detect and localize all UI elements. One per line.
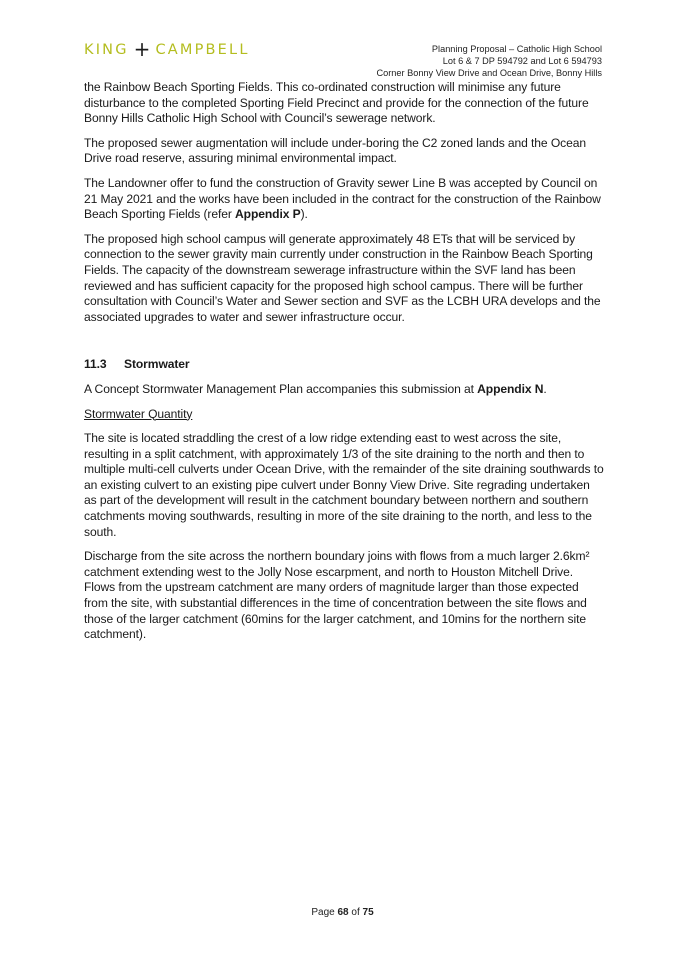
header-line-lots: Lot 6 & 7 DP 594792 and Lot 6 594793 bbox=[442, 56, 602, 67]
section-title: Stormwater bbox=[124, 357, 190, 372]
current-page-number: 68 bbox=[337, 907, 349, 918]
paragraph-sewer-augmentation: The proposed sewer augmentation will include under-boring the C2 zoned lands and the Ocean Drive road reserve, assuring minimal environmental impact. bbox=[84, 135, 586, 166]
paragraph-landowner-offer bbox=[84, 176, 604, 223]
paragraph-text: A Concept Stormwater Management Plan accompanies this submission at bbox=[84, 381, 478, 396]
paragraph-text: ). bbox=[300, 207, 308, 222]
page-of-label: of bbox=[351, 907, 360, 918]
page-label: Page bbox=[311, 907, 335, 918]
page-body bbox=[84, 80, 604, 652]
appendix-reference: Appendix N bbox=[477, 381, 544, 396]
paragraph-high-school-ets: The proposed high school campus will generate approximately 48 ETs that will be serviced by connection to the sewer gravity main currently under construction in the Rainbow Beach Sporting Fields. The capacity of the downstream sewerage infrastructure within the SVF land has been reviewed and has sufficient capacity for the proposed high school campus. There will be further consultation with Council’s Water and Sewer section and SVF as the LCBH URA develops and the associated upgrades to water and sewer infrastructure occur. bbox=[84, 231, 601, 324]
paragraph-text: The Landowner offer to fund the construction of Gravity sewer Line B was accepted by Council on 21 May 2021 and the works have been included in the contract for the construction of the Rainbow Beach Sporting Fields (refer bbox=[84, 175, 601, 222]
section-number: 11.3 bbox=[84, 357, 107, 372]
logo-word-king: KING bbox=[84, 42, 129, 58]
total-page-count: 75 bbox=[362, 907, 374, 918]
header-line-title: Planning Proposal – Catholic High School bbox=[431, 44, 602, 54]
paragraph-northern-discharge: Discharge from the site across the northern boundary joins with flows from a much larger 2.6km² catchment extending west to the Jolly Nose escarpment, and north to Houston Mitchell Drive. Flows from the upstream catchment are many orders of magnitude larger than those expected from the site, with substantial differences in the time of concentration between the site flows and those of the larger catchment (60mins for the larger catchment, and 10mins for the northern site catchment). bbox=[84, 549, 590, 642]
header-line-address: Corner Bonny View Drive and Ocean Drive, Bonny Hills bbox=[376, 68, 602, 79]
appendix-reference: Appendix P bbox=[235, 207, 301, 222]
paragraph-site-catchment: The site is located straddling the crest of a low ridge extending east to west across the site, resulting in a split catchment, with approximately 1/3 of the site draining to the north and then to multiple multi-cell culverts under Ocean Drive, with the remainder of the site draining southwards to an existing culvert to an existing pipe culvert under Bonny View Drive. Site regrading undertaken as part of the development will result in the catchment boundary between northern and southern catchments moving southwards, resulting in more of the site draining to the north, and less to the south. bbox=[84, 431, 604, 539]
subheading-stormwater-quantity: Stormwater Quantity bbox=[84, 406, 193, 421]
logo-plus: + bbox=[133, 37, 151, 61]
section-heading bbox=[84, 357, 604, 373]
paragraph-stormwater-intro bbox=[84, 382, 604, 398]
document-header bbox=[376, 43, 602, 80]
paragraph-sporting-fields: the Rainbow Beach Sporting Fields. This co-ordinated construction will minimise any future disturbance to the completed Sporting Field Precinct and provide for the connection of the future Bonny Hills Catholic High School with Council’s sewerage network. bbox=[84, 80, 589, 126]
logo-word-campbell: CAMPBELL bbox=[155, 42, 250, 58]
page-footer bbox=[0, 907, 685, 918]
company-logo bbox=[84, 37, 250, 61]
paragraph-text: . bbox=[543, 381, 547, 396]
